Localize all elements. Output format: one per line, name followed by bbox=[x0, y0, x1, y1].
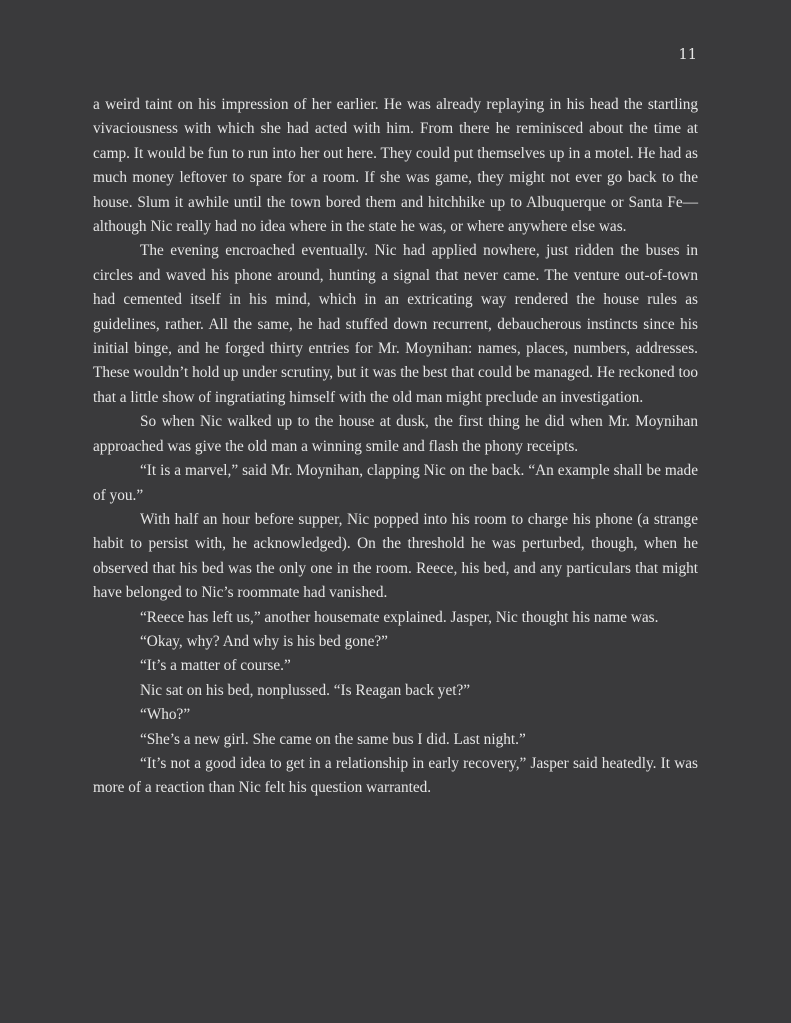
page-number: 11 bbox=[678, 47, 697, 63]
body-text bbox=[93, 93, 698, 801]
paragraph: “It is a marvel,” said Mr. Moynihan, clapping Nic on the back. “An example shall be made of you.” bbox=[93, 462, 698, 504]
paragraph: So when Nic walked up to the house at dusk, the first thing he did when Mr. Moynihan approached was give the old man a winning smile and flash the phony receipts. bbox=[93, 413, 698, 455]
paragraph: “Okay, why? And why is his bed gone?” bbox=[140, 632, 388, 650]
paragraph: “Who?” bbox=[140, 706, 191, 724]
paragraph: With half an hour before supper, Nic popped into his room to charge his phone (a strange habit to persist with, he acknowledged). On the threshold he was perturbed, though, when he observed that his bed was the only one in the room. Reece, his bed, and any particulars that might have belonged to Nic’s roommate had vanished. bbox=[93, 510, 698, 602]
paragraph: The evening encroached eventually. Nic had applied nowhere, just ridden the buses in circles and waved his phone around, hunting a signal that never came. The venture out-of-town had cemented itself in his mind, which in an extricating way rendered the house rules as guidelines, rather. All the same, he had stuffed down recurrent, debaucherous instincts since his initial binge, and he forged thirty entries for Mr. Moynihan: names, places, numbers, addresses. These wouldn’t hold up under scrutiny, but it was the best that could be managed. He reckoned too that a little show of ingratiating himself with the old man might preclude an investigation. bbox=[93, 242, 698, 406]
paragraph: Nic sat on his bed, nonplussed. “Is Reagan back yet?” bbox=[140, 681, 471, 699]
paragraph: “It’s a matter of course.” bbox=[140, 657, 291, 675]
paragraph: “It’s not a good idea to get in a relationship in early recovery,” Jasper said heatedly. It was more of a reaction than Nic felt his question warranted. bbox=[93, 754, 698, 797]
paragraph: “Reece has left us,” another housemate explained. Jasper, Nic thought his name was. bbox=[140, 608, 659, 626]
paragraph: a weird taint on his impression of her earlier. He was already replaying in his head the startling vivaciousness with which she had acted with him. From there he reminisced about the time at camp. It would be fun to run into her out here. They could put themselves up in a motel. He had as much money leftover to spare for a room. If she was game, they might not ever go back to the house. Slum it awhile until the town bored them and hitchhike up to Albuquerque or Santa Fe—although Nic really had no idea where in the state he was, or where anywhere else was. bbox=[93, 96, 698, 236]
paragraph: “She’s a new girl. She came on the same bus I did. Last night.” bbox=[140, 730, 526, 748]
